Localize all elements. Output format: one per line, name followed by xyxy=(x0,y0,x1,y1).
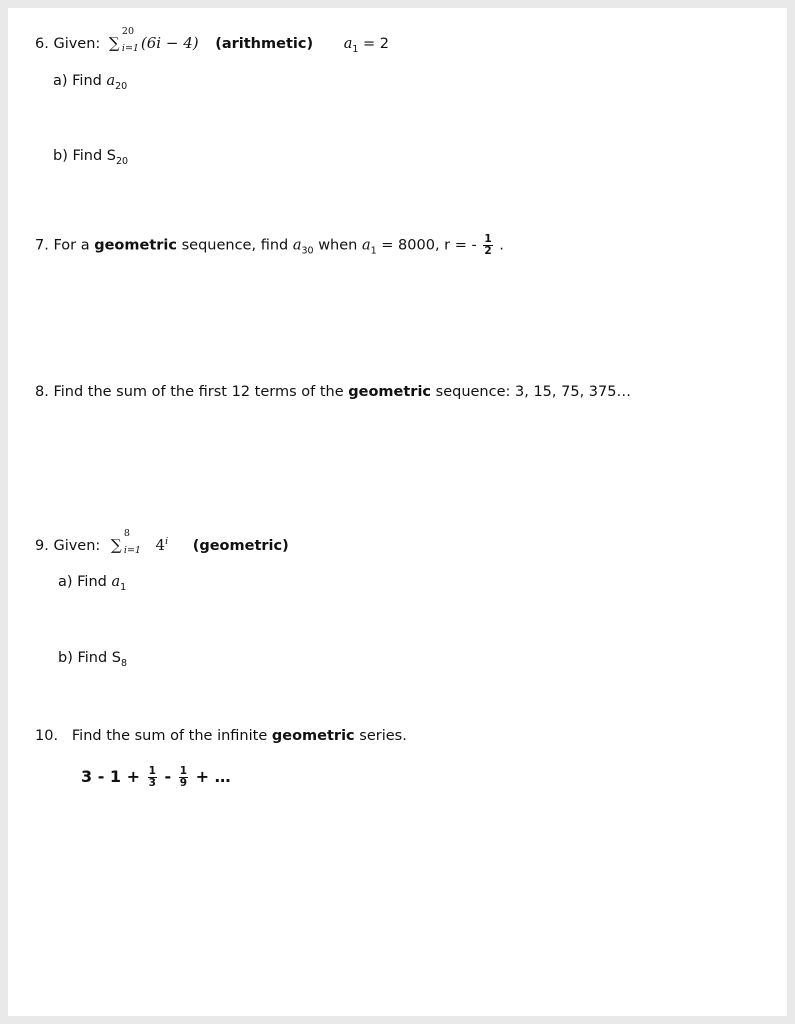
sigma-lower-limit: i=1 xyxy=(121,43,139,54)
a1-subscript: 1 xyxy=(352,43,359,55)
q9-number: 9. xyxy=(35,538,49,554)
q7-frac-numerator: 1 xyxy=(484,233,492,245)
q9-exponent: i xyxy=(165,536,169,548)
question-6 xyxy=(35,26,389,55)
q10-series xyxy=(81,766,231,789)
q6-sigma xyxy=(108,26,141,54)
q10-fraction-2 xyxy=(179,766,188,789)
q7-text-before: For a xyxy=(53,237,90,254)
q6-part-b-subscript: 20 xyxy=(116,155,129,167)
q7-text-mid: sequence, find xyxy=(181,237,289,254)
q6-a1 xyxy=(343,36,389,55)
q9-part-a-symbol: a xyxy=(111,574,121,590)
question-9 xyxy=(35,528,289,556)
q6-expression: (6i − 4) xyxy=(140,34,199,52)
q9-part-a-subscript: 1 xyxy=(120,581,127,593)
q6-given-label: Given: xyxy=(53,36,101,52)
q7-text-after: = 8000, r = - xyxy=(376,237,477,254)
q10-fraction-1 xyxy=(148,766,157,789)
sigma-symbol: ∑ xyxy=(110,536,122,554)
q7-a1-subscript: 1 xyxy=(370,245,377,257)
sigma-upper-limit: 8 xyxy=(123,528,130,539)
a1-symbol: a xyxy=(343,36,353,52)
q10-series-start: 3 - 1 + xyxy=(81,767,141,787)
worksheet-page xyxy=(8,8,787,1016)
q6-type: (arithmetic) xyxy=(215,36,314,52)
q9-given-label: Given: xyxy=(53,538,101,554)
q6-part-b xyxy=(53,148,129,167)
q6-part-b-label: b) Find S xyxy=(53,148,116,164)
q8-text-before: Find the sum of the first 12 terms of the xyxy=(53,384,344,400)
question-8 xyxy=(35,385,631,400)
q9-part-b xyxy=(58,650,128,669)
q7-frac-denominator: 2 xyxy=(484,245,492,258)
q9-sigma xyxy=(110,528,151,556)
q10-text-after: series. xyxy=(359,728,407,744)
question-10 xyxy=(35,729,407,744)
q9-type: (geometric) xyxy=(192,538,289,554)
q9-base: 4 xyxy=(155,536,166,554)
q9-part-a xyxy=(58,574,127,593)
q8-text-after: sequence: 3, 15, 75, 375… xyxy=(435,384,631,400)
q10-frac1-denominator: 3 xyxy=(148,777,156,790)
q7-symbol-subscript: 30 xyxy=(301,245,314,257)
q10-series-end: + … xyxy=(195,767,231,787)
sigma-symbol: ∑ xyxy=(108,34,120,52)
question-7 xyxy=(35,234,504,257)
q9-part-a-label: a) Find xyxy=(58,574,107,590)
q7-bold-word: geometric xyxy=(94,237,177,254)
q7-symbol: a xyxy=(292,237,302,254)
q7-text-when: when xyxy=(318,237,358,254)
q6-part-a xyxy=(53,73,128,92)
q6-part-a-symbol: a xyxy=(106,73,116,89)
sigma-lower-limit: i=1 xyxy=(123,545,141,556)
q10-frac2-numerator: 1 xyxy=(179,765,188,777)
a1-value: = 2 xyxy=(358,36,389,52)
q6-part-a-subscript: 20 xyxy=(115,80,128,92)
q7-end: . xyxy=(499,237,504,254)
q6-number: 6. xyxy=(35,36,49,52)
q7-a1-symbol: a xyxy=(361,237,371,254)
q10-minus: - xyxy=(164,767,172,787)
q9-part-b-subscript: 8 xyxy=(121,657,128,669)
q10-frac1-numerator: 1 xyxy=(148,765,156,777)
q6-part-a-label: a) Find xyxy=(53,73,102,89)
q7-number: 7. xyxy=(35,237,49,254)
q10-frac2-denominator: 9 xyxy=(179,777,188,790)
q8-number: 8. xyxy=(35,384,49,400)
q10-number: 10. xyxy=(35,728,59,744)
q9-part-b-label: b) Find S xyxy=(58,650,121,666)
q10-text-before: Find the sum of the infinite xyxy=(71,728,268,744)
q10-bold-word: geometric xyxy=(271,728,355,744)
sigma-upper-limit: 20 xyxy=(121,26,134,37)
q8-bold-word: geometric xyxy=(348,384,432,400)
q7-fraction xyxy=(483,234,492,257)
